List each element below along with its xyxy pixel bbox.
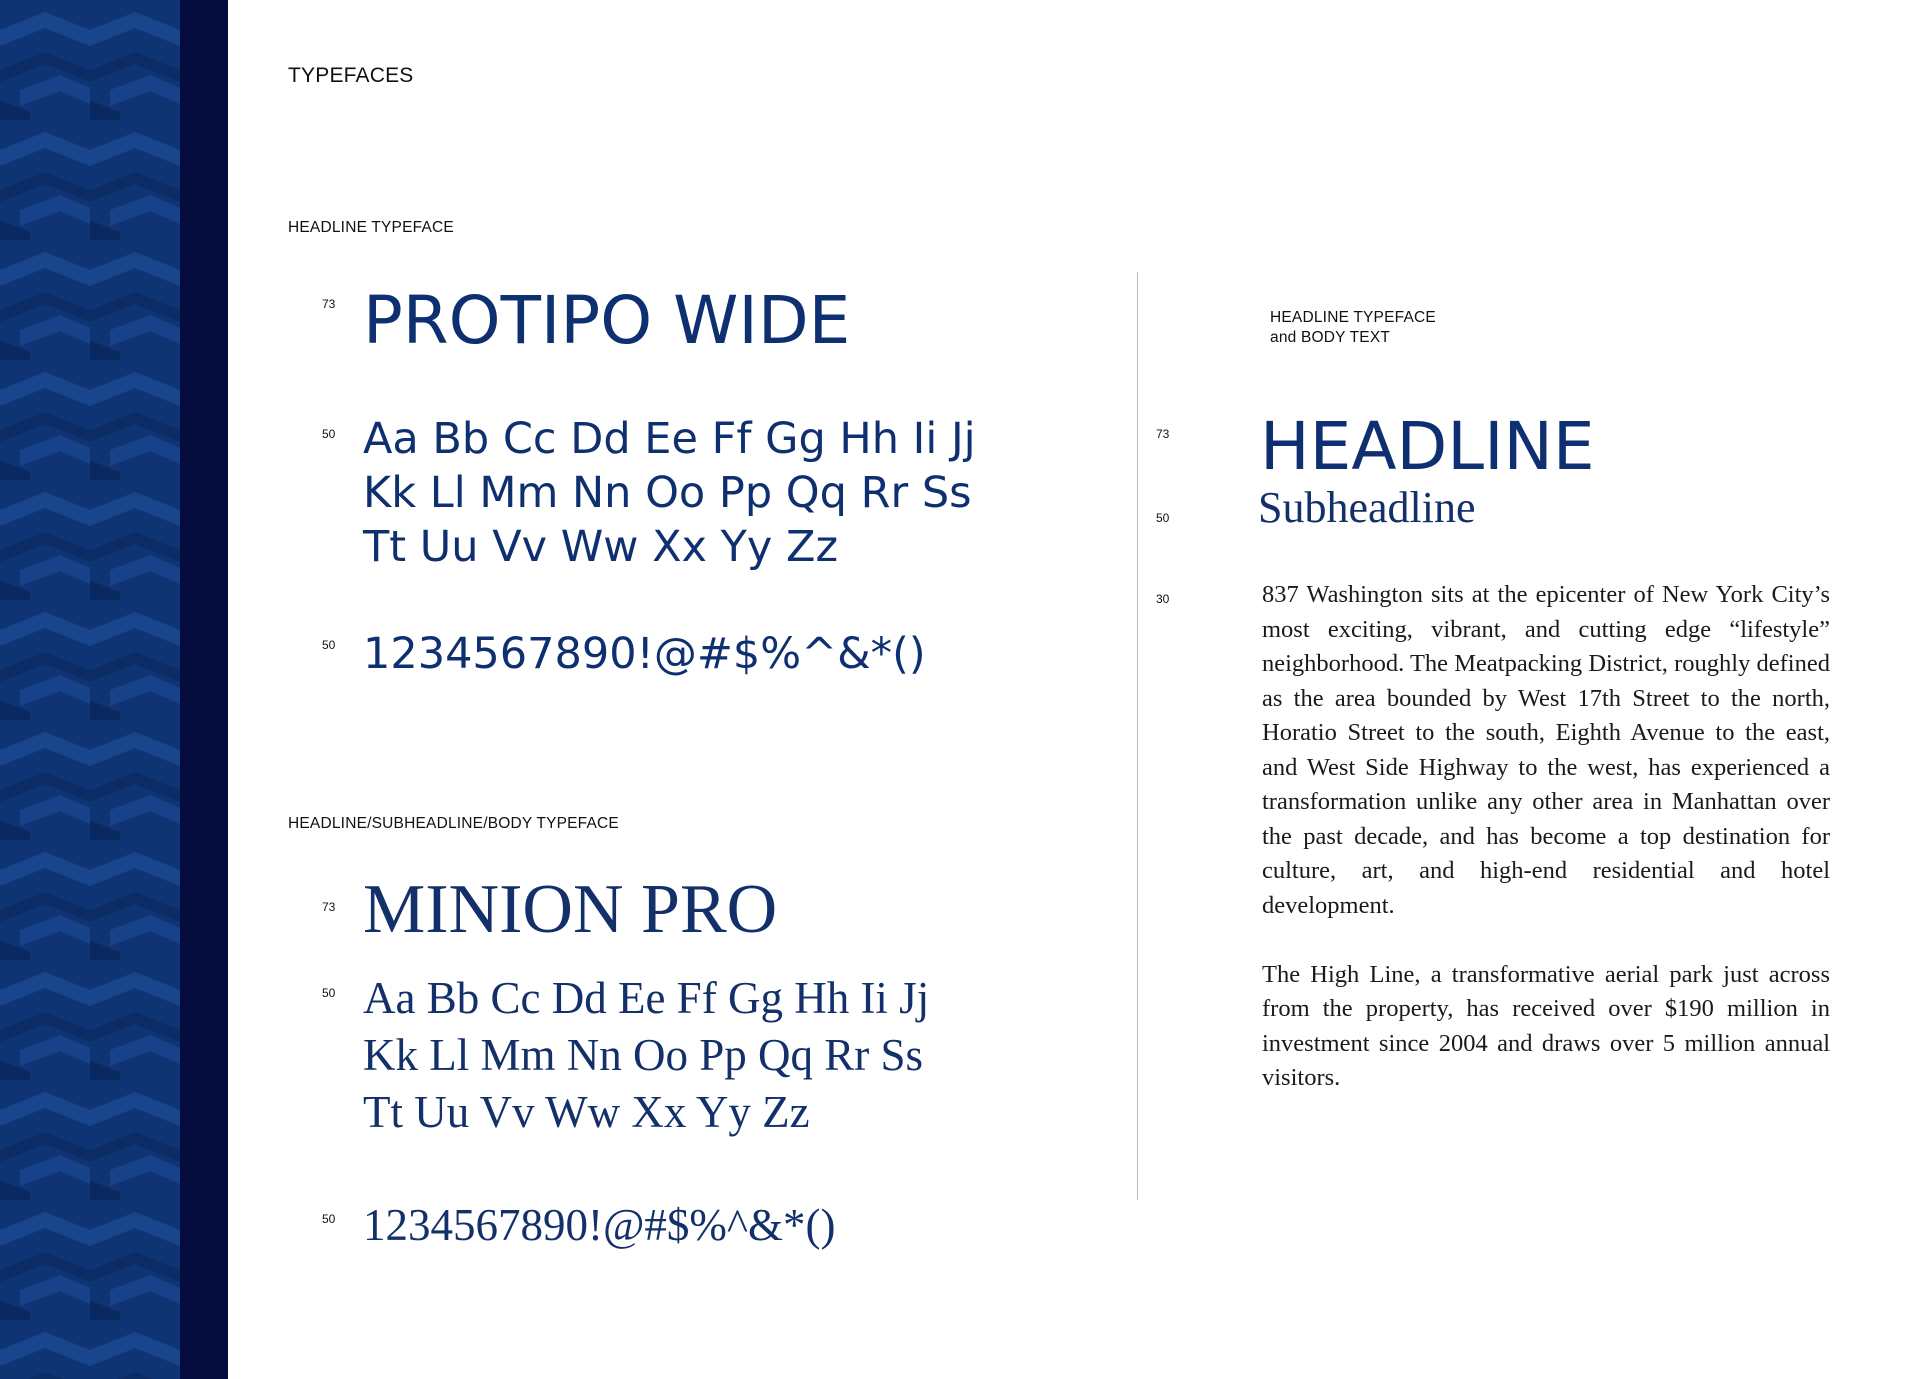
- size-label: 50: [1156, 511, 1170, 525]
- subheadline-sample: Subheadline: [1258, 483, 1476, 532]
- alphabet-line: Tt Uu Vv Ww Xx Yy Zz: [363, 522, 839, 572]
- side-band: [180, 0, 228, 1379]
- size-label: 50: [322, 638, 336, 652]
- size-label: 73: [322, 297, 336, 311]
- body-text: [1262, 578, 1830, 1096]
- size-label: 50: [322, 1212, 336, 1226]
- body-paragraph: 837 Washington sits at the epicenter of New York City’s most exciting, vibrant, and cutting edge “lifestyle” neighborhood. The Meatpacking District, roughly defined as the area bounded by West 17th Street to the north, Horatio Street to the south, Eighth Avenue to the east, and West Side Highway to the west, has experienced a transformation unlike any other area in Manhattan over the past decade, and has become a top destination for culture, art, and high-end residential and hotel development.: [1262, 581, 1830, 919]
- body-typeface-label: HEADLINE/SUBHEADLINE/BODY TYPEFACE: [288, 815, 619, 832]
- size-label: 30: [1156, 592, 1170, 606]
- alphabet-line: Aa Bb Cc Dd Ee Ff Gg Hh Ii Jj: [363, 414, 976, 464]
- alphabet-line: Kk Ll Mm Nn Oo Pp Qq Rr Ss: [363, 1030, 924, 1080]
- side-pattern: [0, 0, 180, 1379]
- headline-body-label: [1270, 308, 1436, 348]
- body-paragraph: The High Line, a transformative aerial park just across from the property, has received over $190 million in investment since 2004 and draws over 5 million annual visitors.: [1262, 960, 1830, 1091]
- alphabet-line: Aa Bb Cc Dd Ee Ff Gg Hh Ii Jj: [363, 973, 930, 1023]
- minion-pro-title: MINION PRO: [363, 871, 778, 948]
- label-line: and BODY TEXT: [1270, 329, 1391, 346]
- protipo-numerals: 1234567890!@#$%^&*(): [363, 629, 926, 679]
- size-label: 73: [322, 900, 336, 914]
- page-title: TYPEFACES: [288, 64, 414, 87]
- size-label: 50: [322, 986, 336, 1000]
- pattern-graphic: [0, 0, 180, 1379]
- protipo-alphabet: [363, 412, 976, 574]
- headline-sample: HEADLINE: [1260, 408, 1595, 485]
- alphabet-line: Tt Uu Vv Ww Xx Yy Zz: [363, 1087, 810, 1137]
- protipo-wide-title: PROTIPO WIDE: [363, 282, 851, 359]
- size-label: 50: [322, 427, 336, 441]
- label-line: HEADLINE TYPEFACE: [1270, 309, 1436, 326]
- alphabet-line: Kk Ll Mm Nn Oo Pp Qq Rr Ss: [363, 468, 972, 518]
- minion-alphabet: [363, 970, 929, 1141]
- size-label: 73: [1156, 427, 1170, 441]
- minion-numerals: 1234567890!@#$%^&*(): [363, 1200, 836, 1250]
- column-divider: [1137, 272, 1138, 1200]
- headline-typeface-label: HEADLINE TYPEFACE: [288, 219, 454, 236]
